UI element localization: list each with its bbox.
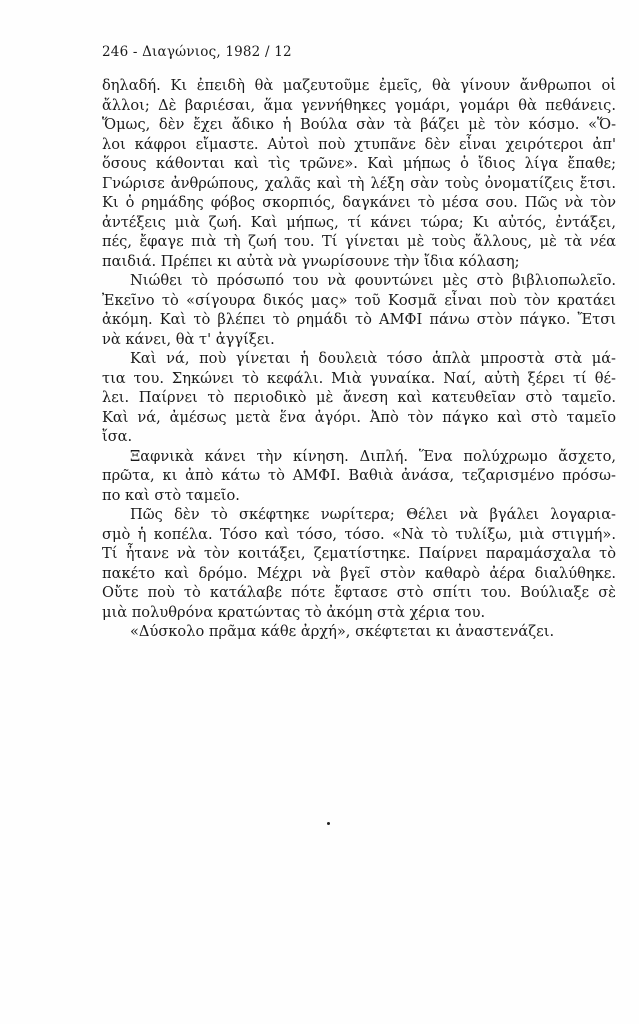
text-line: Καὶ νά, ἀμέσως μετὰ ἕνα ἀγόρι. Ἀπὸ τὸν πάγκο καὶ στὸ ταμεῖο: [102, 408, 616, 426]
text-line: πές, ἔφαγε πιὰ τὴ ζωή του. Τί γίνεται μὲ τοὺς ἄλλους, μὲ τὰ νέα: [102, 233, 616, 250]
text-line: Τί ἦτανε νὰ τὸν κοιτάξει, ζεματίστηκε. Παίρνει παραμάσχαλα τὸ: [102, 545, 616, 562]
body-text: [102, 76, 616, 642]
text-line: μιὰ πολυθρόνα κρατώντας τὸ ἀκόμη στὰ χέρια του.: [102, 603, 486, 621]
ink-speck: [327, 822, 330, 825]
text-line: πρῶτα, κι ἀπὸ κάτω τὸ ΑΜΦΙ. Βαθιὰ ἀνάσα, τεζαρισμένο πρόσω-: [102, 467, 616, 484]
text-line: ἀντέξεις μιὰ ζωή. Καὶ μήπως, τί κάνει τώρα; Κι αὐτός, ἐντάξει,: [102, 213, 616, 231]
text-line: «Δύσκολο πρᾶμα κάθε ἀρχή», σκέφτεται κι ἀναστενάζει.: [130, 623, 555, 640]
text-line: Ὅμως, δὲν ἔχει ἄδικο ἡ Βούλα σὰν τὰ βάζει μὲ τὸν κόσμο. «Ὅ-: [102, 116, 616, 133]
text-line: παιδιά. Πρέπει κι αὐτὰ νὰ γνωρίσουνε τὴν ἴδια κόλαση;: [102, 252, 520, 270]
text-line: Ἐκεῖνο τὸ «σίγουρα δικός μας» τοῦ Κοσμᾶ εἶναι ποὺ τὸν κρατάει: [102, 291, 616, 309]
text-line: Καὶ νά, ποὺ γίνεται ἡ δουλειὰ τόσο ἁπλὰ μπροστὰ στὰ μά-: [130, 350, 616, 367]
text-line: Πῶς δὲν τὸ σκέφτηκε νωρίτερα; Θέλει νὰ βγάλει λογαρια-: [130, 506, 616, 523]
text-line: ὅσους κάθονται καὶ τὶς τρῶνε». Καὶ μήπως ὁ ἴδιος λίγα ἔπαθε;: [102, 155, 616, 172]
text-line: ἄλλοι; Δὲ βαριέσαι, ἅμα γεννήθηκες γομάρι, γομάρι θὰ πεθάνεις.: [102, 96, 616, 114]
text-line: πακέτο καὶ δρόμο. Μέχρι νὰ βγεῖ στὸν καθαρὸ ἀέρα διαλύθηκε.: [102, 564, 616, 582]
text-line: Γνώρισε ἀνθρώπους, χαλᾶς καὶ τὴ λέξη σὰν τοὺς ὀνοματίζεις ἔτσι.: [102, 174, 616, 192]
text-line: ἴσα.: [102, 428, 133, 445]
text-line: Κι ὁ ρημάδης φόβος σκορπιός, δαγκάνει τὸ μέσα σου. Πῶς νὰ τὸν: [102, 194, 616, 211]
text-line: λει. Παίρνει τὸ περιοδικὸ μὲ ἄνεση καὶ κατευθεῖαν στὸ ταμεῖο.: [102, 389, 616, 406]
text-line: Νιώθει τὸ πρόσωπό του νὰ φουντώνει μὲς στὸ βιβλιοπωλεῖο.: [130, 272, 616, 289]
text-line: Ξαφνικὰ κάνει τὴν κίνηση. Διπλή. Ἕνα πολύχρωμο ἄσχετο,: [130, 447, 616, 465]
text-line: λοι κάφροι εἴμαστε. Αὐτοὶ ποὺ χτυπᾶνε δὲν εἶναι χειρότεροι ἀπ': [102, 135, 616, 153]
text-line: πο καὶ στὸ ταμεῖο.: [102, 486, 240, 504]
running-head: 246 - Διαγώνιος, 1982 / 12: [102, 44, 292, 60]
text-line: ἀκόμη. Καὶ τὸ βλέπει τὸ ρημάδι τὸ ΑΜΦΙ πάνω στὸν πάγκο. Ἔτσι: [102, 311, 616, 328]
text-line: τια του. Σηκώνει τὸ κεφάλι. Μιὰ γυναίκα. Ναί, αὐτὴ ξέρει τί θέ-: [102, 369, 616, 387]
text-line: σμὸ ἡ κοπέλα. Τόσο καὶ τόσο, τόσο. «Νὰ τὸ τυλίξω, μιὰ στιγμή».: [102, 525, 616, 543]
text-line: νὰ κάνει, θὰ τ' ἀγγίξει.: [102, 330, 275, 348]
text-line: δηλαδή. Κι ἐπειδὴ θὰ μαζευτοῦμε ἐμεῖς, θὰ γίνουν ἄνθρωποι οἱ: [102, 77, 616, 94]
text-line: Οὔτε ποὺ τὸ κατάλαβε πότε ἔφτασε στὸ σπίτι του. Βούλιαξε σὲ: [102, 584, 616, 601]
